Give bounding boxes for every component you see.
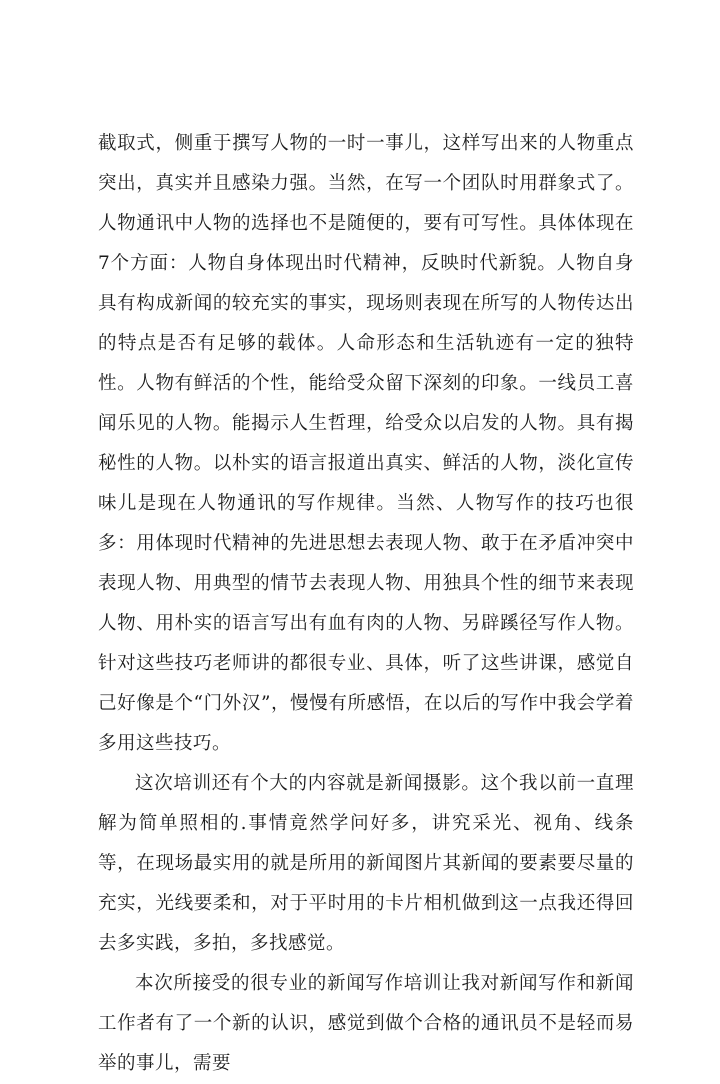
- paragraph-3: 本次所接受的很专业的新闻写作培训让我对新闻写作和新闻工作者有了一个新的认识，感觉到做个合格的通讯员不是轻而易举的事儿，需要: [98, 973, 634, 1074]
- paragraph-2: 这次培训还有个大的内容就是新闻摄影。这个我以前一直理解为简单照相的.事情竟然学问好多，讲究采光、视角、线条等，在现场最实用的就是所用的新闻图片其新闻的要素要尽量的充实，光线要柔和，对于平时用的卡片相机做到这一点我还得回去多实践，多拍，多找感觉。: [98, 773, 634, 954]
- document-body: [98, 124, 634, 1084]
- paragraph-1: 截取式，侧重于撰写人物的一时一事儿，这样写出来的人物重点突出，真实并且感染力强。当然，在写一个团队时用群象式了。人物通讯中人物的选择也不是随便的，要有可写性。具体体现在7个方面：人物自身体现出时代精神，反映时代新貌。人物自身具有构成新闻的较充实的事实，现场则表现在所写的人物传达出的特点是否有足够的载体。人命形态和生活轨迹有一定的独特性。人物有鲜活的个性，能给受众留下深刻的印象。一线员工喜闻乐见的人物。能揭示人生哲理，给受众以启发的人物。具有揭秘性的人物。以朴实的语言报道出真实、鲜活的人物，淡化宣传味儿是现在人物通讯的写作规律。当然、人物写作的技巧也很多：用体现时代精神的先进思想去表现人物、敢于在矛盾冲突中表现人物、用典型的情节去表现人物、用独具个性的细节来表现人物、用朴实的语言写出有血有肉的人物、另辟蹊径写作人物。针对这些技巧老师讲的都很专业、具体，听了这些讲课，感觉自己好像是个“门外汉”，慢慢有所感悟，在以后的写作中我会学着多用这些技巧。: [98, 133, 634, 754]
